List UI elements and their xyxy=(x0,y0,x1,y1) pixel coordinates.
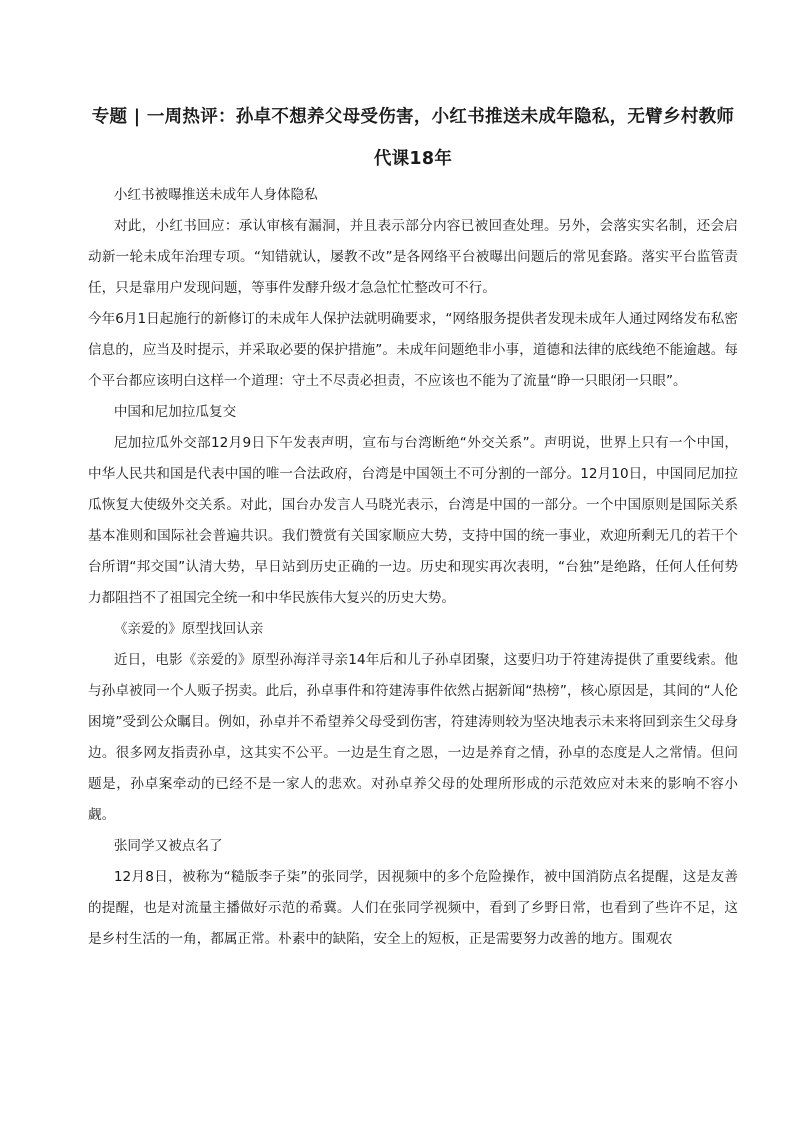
paragraph: 尼加拉瓜外交部12月9日下午发表声明，宣布与台湾断绝“外交关系”。声明说，世界上只有一个中国，中华人民共和国是代表中国的唯一合法政府，台湾是中国领土不可分割的一部分。12月10日，中国同尼加拉瓜恢复大使级外交关系。对此，国台办发言人马晓光表示，台湾是中国的一部分。一个中国原则是国际关系基本准则和国际社会普遍共识。我们赞赏有关国家顺应大势，支持中国的统一事业，欢迎所剩无几的若干个台所谓“邦交国”认清大势，早日站到历史正确的一边。历史和现实再次表明，“台独”是绝路，任何人任何势力都阻挡不了祖国完全统一和中华民族伟大复兴的历史大势。 xyxy=(88,435,738,606)
document-title: 专题 | 一周热评：孙卓不想养父母受伤害，小红书推送未成年隐私，无臂乡村教师代课18年 xyxy=(91,107,735,169)
paragraph: 今年6月1日起施行的新修订的未成年人保护法就明确要求，“网络服务提供者发现未成年人通过网络发布私密信息的，应当及时提示，并采取必要的保护措施”。未成年问题绝非小事，道德和法律的底线绝不能逾越。每个平台都应该明白这样一个道理：守土不尽责必担责，不应该也不能为了流量“睁一只眼闭一只眼”。 xyxy=(88,311,738,389)
section-heading-zhang: 张同学又被点名了 xyxy=(113,838,223,854)
document-page xyxy=(88,96,738,955)
section-heading-dear: 《亲爱的》原型找回认亲 xyxy=(113,621,264,637)
paragraph: 对此，小红书回应：承认审核有漏洞，并且表示部分内容已被回查处理。另外，会落实实名制，还会启动新一轮未成年治理专项。“知错就认，屡教不改”是各网络平台被曝出问题后的常见套路。落实平台监管责任，只是靠用户发现问题，等事件发酵升级才急急忙忙整改可不行。 xyxy=(88,218,738,296)
section-heading-xiaohongshu: 小红书被曝推送未成年人身体隐私 xyxy=(113,187,318,203)
paragraph: 近日，电影《亲爱的》原型孙海洋寻亲14年后和儿子孙卓团聚，这要归功于符建涛提供了重要线索。他与孙卓被同一个人贩子拐卖。此后，孙卓事件和符建涛事件依然占据新闻“热榜”，核心原因是，其间的“人伦困境”受到公众瞩目。例如，孙卓并不希望养父母受到伤害，符建涛则较为坚决地表示未来将回到亲生父母身边。很多网友指责孙卓，这其实不公平。一边是生育之恩，一边是养育之情，孙卓的态度是人之常情。但问题是，孙卓案牵动的已经不是一家人的悲欢。对孙卓养父母的处理所形成的示范效应对未来的影响不容小觑。 xyxy=(88,652,738,823)
section-heading-nicaragua: 中国和尼加拉瓜复交 xyxy=(113,404,237,420)
paragraph: 12月8日，被称为“糙版李子柒”的张同学，因视频中的多个危险操作，被中国消防点名提醒，这是友善的提醒，也是对流量主播做好示范的希冀。人们在张同学视频中，看到了乡野日常，也看到了些许不足，这是乡村生活的一角，都属正常。朴素中的缺陷，安全上的短板，正是需要努力改善的地方。围观农 xyxy=(88,869,738,947)
